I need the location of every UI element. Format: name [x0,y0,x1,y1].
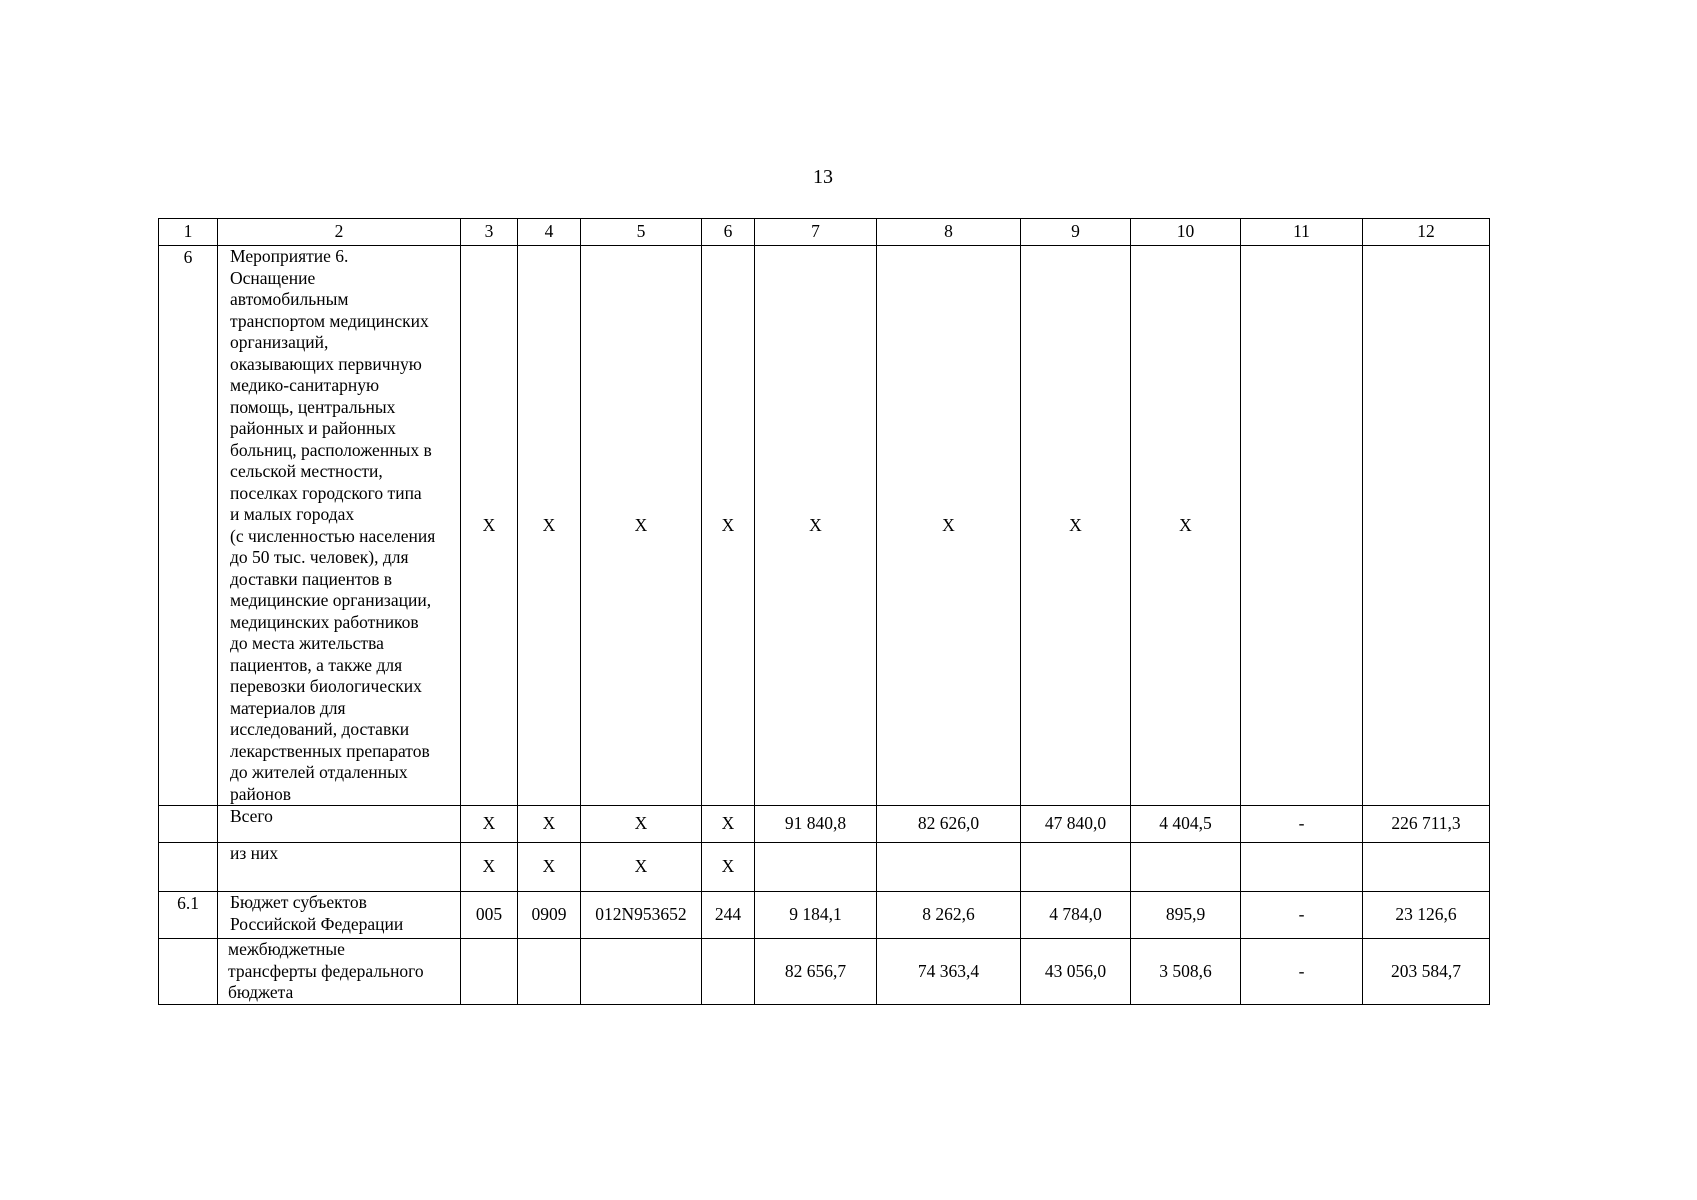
header-row [159,219,1490,246]
cell-col-12 [1363,246,1490,806]
cell-col-7: X [755,246,877,806]
header-cell: 9 [1021,219,1131,246]
cell-col-9: 43 056,0 [1021,939,1131,1005]
table-row-event-6 [159,246,1490,806]
row-name-text: Бюджет субъектов Российской Федерации [230,892,404,934]
cell-col-11 [1241,843,1363,892]
row-number-cell: 6.1 [159,892,218,939]
row-name-cell [218,246,461,806]
cell-col-8: 74 363,4 [877,939,1021,1005]
row-number-cell: 6 [159,246,218,806]
cell-col-4: X [518,246,581,806]
row-name-cell [218,806,461,843]
cell-col-5: X [581,806,702,843]
budget-table [158,218,1490,1005]
cell-col-5: X [581,843,702,892]
row-name-text: из них [230,843,279,863]
header-cell: 3 [461,219,518,246]
cell-col-6: X [702,806,755,843]
row-name-cell [218,892,461,939]
cell-col-3: X [461,246,518,806]
cell-col-5 [581,939,702,1005]
row-name-cell [218,843,461,892]
cell-col-10: X [1131,246,1241,806]
cell-col-6: X [702,843,755,892]
cell-col-9 [1021,843,1131,892]
cell-col-10: 3 508,6 [1131,939,1241,1005]
cell-col-7: 91 840,8 [755,806,877,843]
cell-col-5: X [581,246,702,806]
cell-col-4: X [518,843,581,892]
cell-col-7 [755,843,877,892]
cell-col-11: - [1241,939,1363,1005]
row-name-text: Всего [230,806,273,826]
cell-col-9: 47 840,0 [1021,806,1131,843]
cell-col-11 [1241,246,1363,806]
row-number-cell [159,939,218,1005]
cell-col-12: 226 711,3 [1363,806,1490,843]
cell-col-10: 4 404,5 [1131,806,1241,843]
page-number: 13 [813,166,833,188]
cell-col-11: - [1241,892,1363,939]
cell-col-9: X [1021,246,1131,806]
cell-col-10 [1131,843,1241,892]
header-cell: 5 [581,219,702,246]
table-row-total [159,806,1490,843]
cell-col-12 [1363,843,1490,892]
cell-col-8: 8 262,6 [877,892,1021,939]
row-number-cell [159,843,218,892]
table-row-federal-transfers [159,939,1490,1005]
header-cell: 7 [755,219,877,246]
table-row-of-them [159,843,1490,892]
cell-col-6: 244 [702,892,755,939]
cell-col-3: 005 [461,892,518,939]
cell-col-5: 012N953652 [581,892,702,939]
row-name-cell [218,939,461,1005]
cell-col-3: X [461,806,518,843]
header-cell: 11 [1241,219,1363,246]
header-cell: 10 [1131,219,1241,246]
header-cell: 1 [159,219,218,246]
cell-col-4 [518,939,581,1005]
row-name-text: Мероприятие 6. Оснащение автомобильным транспортом медицинских организаций, оказывающих первичную медико-санитарную помощь, центральных районных и районных больниц, расположенных в сельской местности, поселках городского типа и малых городах (с численностью населения до 50 тыс. человек), для доставки пациентов в медицинские организации, медицинских работников до места жительства пациентов, а также для перевозки биологических материалов для исследований, доставки лекарственных препаратов до жителей отдаленных районов [230,246,436,804]
cell-col-8 [877,843,1021,892]
table-row-regional-budget [159,892,1490,939]
row-number-cell [159,806,218,843]
cell-col-7: 9 184,1 [755,892,877,939]
cell-col-3 [461,939,518,1005]
cell-col-12: 23 126,6 [1363,892,1490,939]
cell-col-6: X [702,246,755,806]
header-cell: 8 [877,219,1021,246]
cell-col-3: X [461,843,518,892]
cell-col-4: 0909 [518,892,581,939]
cell-col-8: 82 626,0 [877,806,1021,843]
header-cell: 12 [1363,219,1490,246]
cell-col-11: - [1241,806,1363,843]
cell-col-6 [702,939,755,1005]
header-cell: 2 [218,219,461,246]
cell-col-9: 4 784,0 [1021,892,1131,939]
row-name-text: межбюджетные трансферты федерального бюджета [228,939,424,1002]
header-cell: 6 [702,219,755,246]
header-cell: 4 [518,219,581,246]
cell-col-10: 895,9 [1131,892,1241,939]
cell-col-8: X [877,246,1021,806]
cell-col-12: 203 584,7 [1363,939,1490,1005]
cell-col-4: X [518,806,581,843]
cell-col-7: 82 656,7 [755,939,877,1005]
